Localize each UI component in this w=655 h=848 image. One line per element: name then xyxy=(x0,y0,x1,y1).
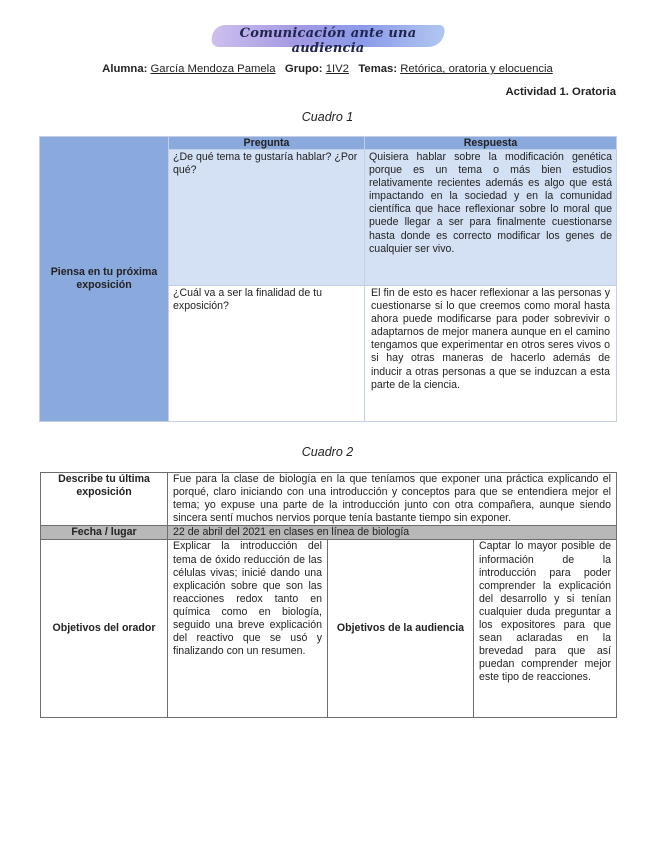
respuesta-2: El fin de esto es hacer reflexionar a las personas y cuestionarse si lo que creemos como moral hasta ahora puede modificarse para poder sobrevivir o adaptarnos de mejor manera aunque en el camino tengamos que experimentar en otros seres vivos o si hay otras maneras de hacerlo además de inducir a otras personas a que se induzcan a esta parte de la ciencia. xyxy=(365,286,617,422)
header-respuesta: Respuesta xyxy=(365,137,617,150)
audiencia-label: Objetivos de la audiencia xyxy=(328,540,474,718)
table-row xyxy=(41,540,617,718)
cuadro1-table xyxy=(39,136,617,422)
temas-label: Temas: xyxy=(358,63,398,75)
audiencia-text: Captar lo mayor posible de información de la introducción para poder comprender la explicación del desarrollo y si tenían cualquier duda preguntar a los expositores para que sean aclaradas en la brevedad para que así puedan comprender mejor este tipo de reacciones. xyxy=(474,540,617,718)
activity-title: Actividad 1. Oratoria xyxy=(505,86,616,98)
pregunta-1: ¿De qué tema te gustaría hablar? ¿Por qué? xyxy=(169,150,365,286)
orador-label: Objetivos del orador xyxy=(41,540,168,718)
fecha-text: 22 de abril del 2021 en clases en línea de biología xyxy=(168,526,617,540)
respuesta-1: Quisiera hablar sobre la modificación genética porque es un tema o más bien estudios relativamente recientes además es algo que está impactando en la sociedad y en la comunidad científica que hace reflexionar sobre lo moral que puede llegar a ser para finalmente cuestionarse hasta donde es correcto modificar los genes de cualquier ser vivo. xyxy=(365,150,617,286)
table-row xyxy=(41,473,617,526)
describe-text: Fue para la clase de biología en la que teníamos que exponer una práctica explicando el porqué, claro iniciando con una introducción y conceptos para que se entendiera mejor el tema; yo expuse una parte de la introducción junto con otra compañera, aunque siendo sincera sentí muchos nervios porque tenía bastante tiempo sin exponer. xyxy=(168,473,617,526)
alumna-label: Alumna: xyxy=(102,63,148,75)
temas-value: Retórica, oratoria y elocuencia xyxy=(400,63,553,75)
cuadro1-caption: Cuadro 1 xyxy=(301,110,354,124)
cuadro2-table xyxy=(40,472,617,718)
table-row xyxy=(41,526,617,540)
orador-text: Explicar la introducción del tema de óxido reducción de las células vivas; inicié dando una explicación sobre que son las reacciones redox tanto en química como en biología, seguido una breve explicación del reactivo que se usó y finalizando con un resumen. xyxy=(168,540,328,718)
header-pregunta: Pregunta xyxy=(169,137,365,150)
grupo-label: Grupo: xyxy=(284,63,323,75)
grupo-value: 1IV2 xyxy=(325,63,349,75)
cuadro2-caption: Cuadro 2 xyxy=(301,445,354,459)
fecha-label: Fecha / lugar xyxy=(41,526,168,540)
describe-label: Describe tu última exposición xyxy=(41,473,168,526)
cuadro1-header-row xyxy=(40,137,617,150)
title-banner xyxy=(212,22,444,56)
banner-title: Comunicación ante una audiencia xyxy=(239,26,417,56)
student-info-line xyxy=(0,63,655,75)
alumna-name: García Mendoza Pamela xyxy=(150,63,276,75)
pregunta-2: ¿Cuál va a ser la finalidad de tu exposición? xyxy=(169,286,365,422)
cuadro1-side-label: Piensa en tu próxima exposición xyxy=(40,137,169,422)
